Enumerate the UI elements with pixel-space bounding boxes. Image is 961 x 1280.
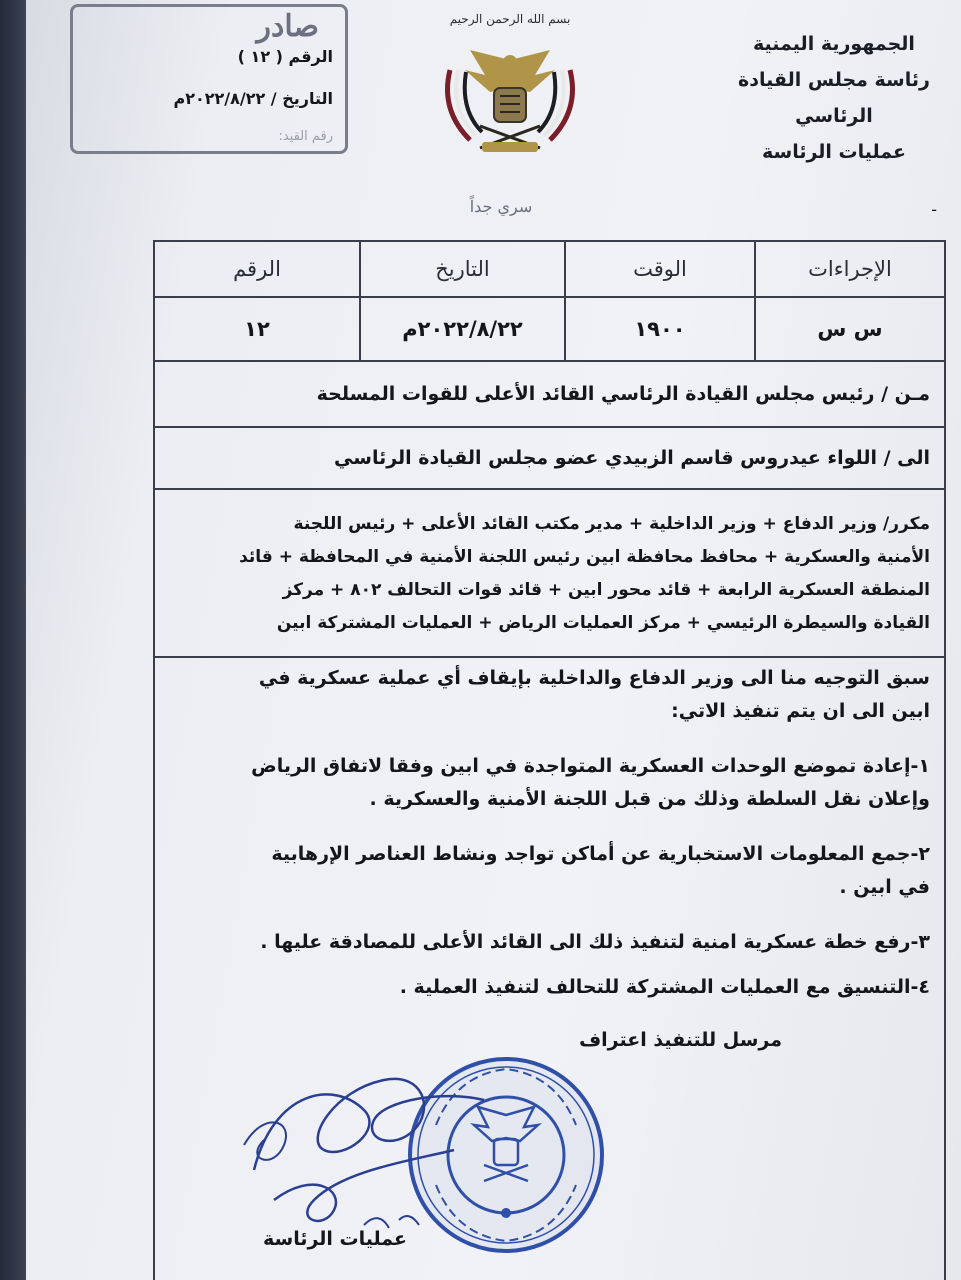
item-3: ٣-رفع خطة عسكرية امنية لتنفيذ ذلك الى القائد الأعلى للمصادقة عليها . [260,931,930,953]
item-2 [169,838,930,904]
outgoing-stamp [70,4,348,154]
cc-line-2: الأمنية والعسكرية + محافظ محافظة ابين رئيس اللجنة الأمنية في المحافظة + قائد [239,547,930,567]
from-row [154,361,945,427]
issuer-line-3: الرئاسي [795,105,873,127]
value-date: ٢٠٢٢/٨/٢٢م [360,297,565,361]
basmala: بسم الله الرحمن الرحيم [449,12,571,26]
intro-line-1: سبق التوجيه منا الى وزير الدفاع والداخلية بإيقاف أي عملية عسكرية في [258,667,930,689]
table-header-row [154,241,945,297]
header-time: الوقت [565,241,755,297]
cc-line-3: المنطقة العسكرية الرابعة + قائد محور ابين + قائد قوات التحالف ٨٠٢ + مركز [282,580,930,600]
to-line: الى / اللواء عيدروس قاسم الزبيدي عضو مجلس القيادة الرئاسي [154,427,945,489]
dash-mark: - [931,200,937,219]
issuer-line-4: عمليات الرئاسة [761,141,906,163]
from-line: مـن / رئيس مجلس القيادة الرئاسي القائد الأعلى للقوات المسلحة [154,361,945,427]
header-date: التاريخ [360,241,565,297]
signature-label: عمليات الرئاسة [263,1228,408,1250]
stamp-number: الرقم ( ١٢ ) [237,47,333,66]
intro-line-2: ابين الى ان يتم تنفيذ الاتي: [671,700,930,722]
issuer-header [729,26,939,170]
sent-for-execution: مرسل للتنفيذ اعتراف [579,1029,782,1051]
issuer-line-2: رئاسة مجلس القيادة [738,69,930,91]
issuer-line-1: الجمهورية اليمنية [753,33,915,55]
stamp-date: التاريخ / ٢٠٢٢/٨/٢٢م [173,89,333,108]
item-1 [169,750,930,816]
value-number: ١٢ [154,297,360,361]
item-1-line-2: وإعلان نقل السلطة وذلك من قبل اللجنة الأمنية والعسكرية . [369,788,930,810]
classification-label: سري جداً [469,197,533,216]
header-number: الرقم [154,241,360,297]
letter-page [26,0,961,1280]
header-actions: الإجراءات [755,241,945,297]
item-4: ٤-التنسيق مع العمليات المشتركة للتحالف لتنفيذ العملية . [399,976,930,998]
value-actions: س س [755,297,945,361]
to-row [154,427,945,489]
eagle-emblem-icon [430,30,590,170]
stamp-word: صادر [256,9,319,44]
intro-paragraph [169,662,930,728]
cc-line-4: القيادة والسيطرة الرئيسي + مركز العمليات الرياض + العمليات المشتركة ابين [276,613,930,633]
cc-block [154,489,945,657]
cc-row [154,489,945,657]
stamp-register: رقم القيد: [278,129,333,144]
item-2-line-1: ٢-جمع المعلومات الاستخبارية عن أماكن تواجد ونشاط العناصر الإرهابية [271,843,930,865]
cc-line-1: مكرر/ وزير الدفاع + وزير الداخلية + مدير مكتب القائد الأعلى + رئيس اللجنة [293,514,930,534]
item-1-line-1: ١-إعادة تموضع الوحدات العسكرية المتواجدة في ابين وفقا لاتفاق الرياض [251,755,930,777]
value-time: ١٩٠٠ [565,297,755,361]
item-2-line-2: في ابين . [839,876,930,898]
table-value-row [154,297,945,361]
